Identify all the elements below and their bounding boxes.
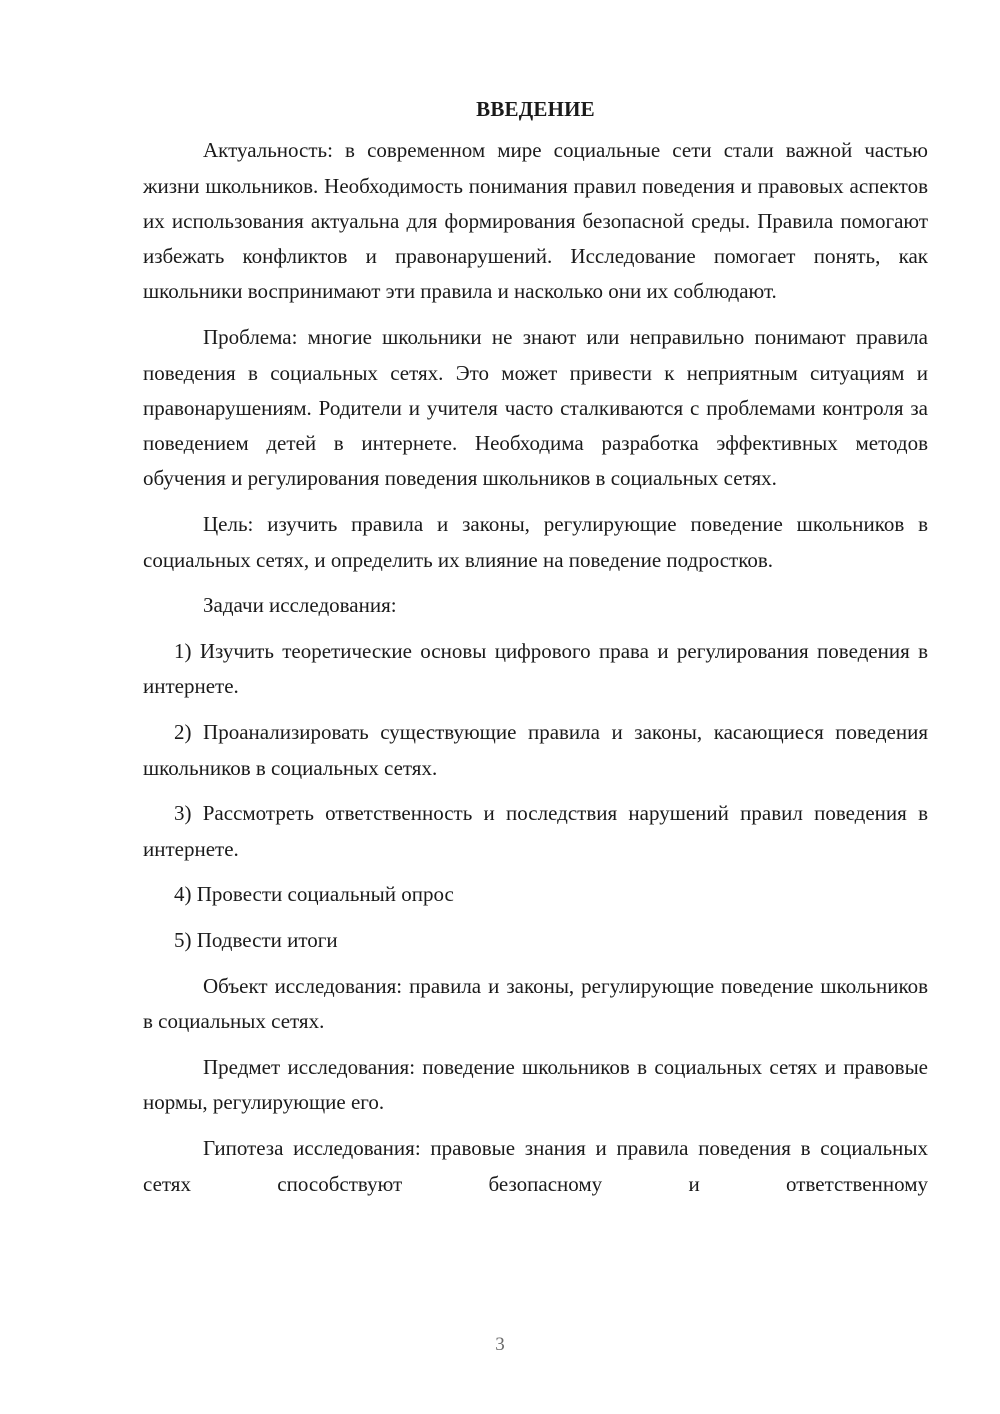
task-item-2: 2) Проанализировать существующие правила и законы, касающиеся поведения школьников в социальных сетях. <box>143 720 928 780</box>
task-item-4: 4) Провести социальный опрос <box>174 882 454 907</box>
page-number: 3 <box>495 1334 505 1355</box>
paragraph-hypothesis: Гипотеза исследования: правовые знания и правила поведения в социальных сетях способствуют безопасному и ответственному <box>143 1136 928 1196</box>
paragraph-tasks-title: Задачи исследования: <box>203 593 397 618</box>
task-item-5: 5) Подвести итоги <box>174 928 338 953</box>
paragraph-subject: Предмет исследования: поведение школьников в социальных сетях и правовые нормы, регулирующие его. <box>143 1055 928 1115</box>
paragraph-goal: Цель: изучить правила и законы, регулирующие поведение школьников в социальных сетях, и определить их влияние на поведение подростков. <box>143 512 928 572</box>
page-content <box>143 92 928 1212</box>
paragraph-relevance: Актуальность: в современном мире социальные сети стали важной частью жизни школьников. Необходимость понимания правил поведения и правовых аспектов их использования актуальна для формирования безопасной среды. Правила помогают избежать конфликтов и правонарушений. Исследование помогает понять, как школьники воспринимают эти правила и насколько они их соблюдают. <box>143 138 928 304</box>
paragraph-object: Объект исследования: правила и законы, регулирующие поведение школьников в социальных сетях. <box>143 974 928 1034</box>
paragraph-problem: Проблема: многие школьники не знают или неправильно понимают правила поведения в социальных сетях. Это может привести к неприятным ситуациям и правонарушениям. Родители и учителя часто сталкиваются с проблемами контроля за поведением детей в интернете. Необходима разработка эффективных методов обучения и регулирования поведения школьников в социальных сетях. <box>143 325 928 491</box>
section-heading: ВВЕДЕНИЕ <box>476 97 595 121</box>
task-item-3: 3) Рассмотреть ответственность и последствия нарушений правил поведения в интернете. <box>143 801 928 861</box>
task-item-1: 1) Изучить теоретические основы цифрового права и регулирования поведения в интернете. <box>143 639 928 699</box>
